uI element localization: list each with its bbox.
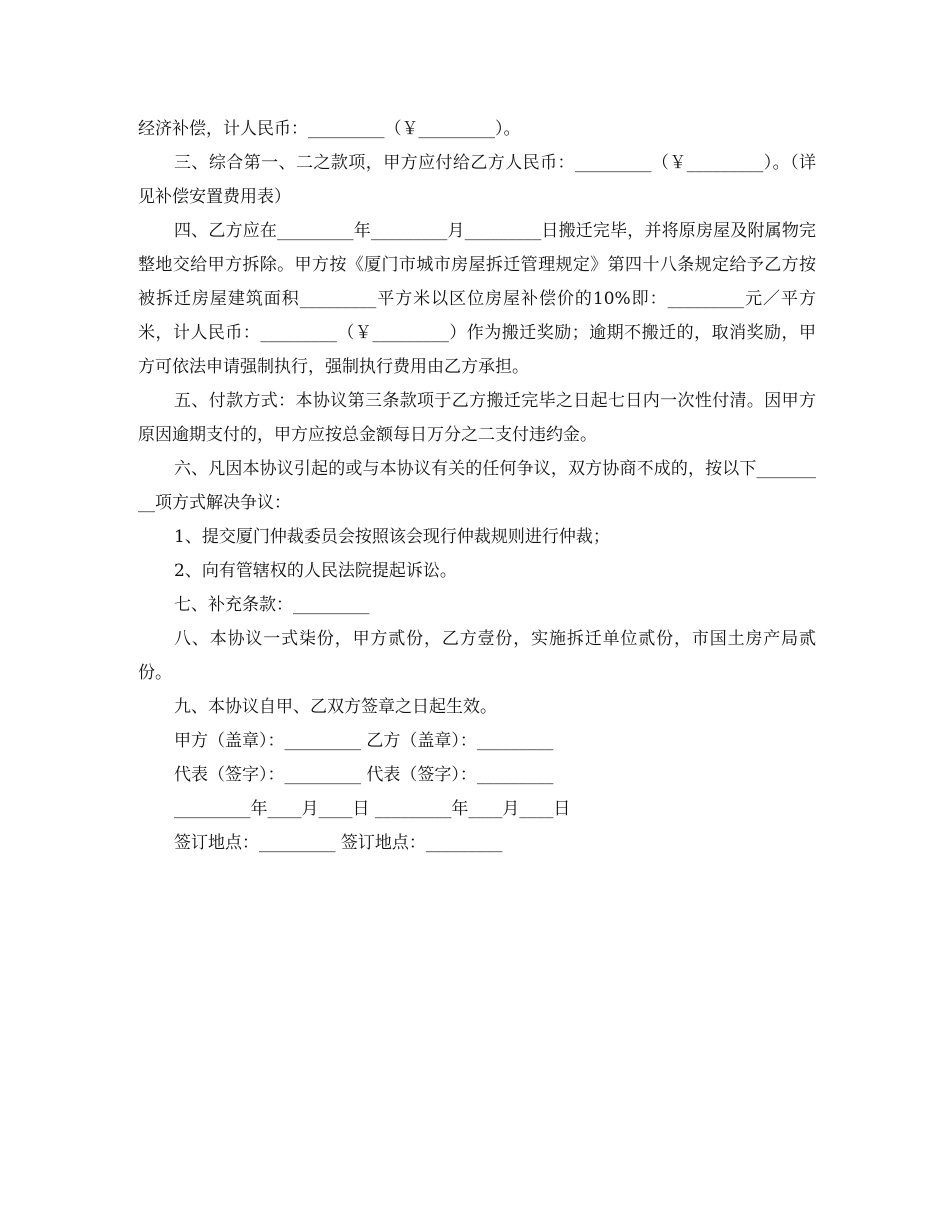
paragraph-option-2: 2、向有管辖权的人民法院提起诉讼。: [174, 561, 457, 581]
paragraph-clause-6: 六、凡因本协议引起的或与本协议有关的任何争议，双方协商不成的，按以下_________项方式解决争议：: [138, 459, 816, 513]
paragraph-clause-5: 五、付款方式：本协议第三条款项于乙方搬迁完毕之日起七日内一次性付清。因甲方原因逾期支付的，甲方应按总金额每日万分之二支付违约金。: [138, 391, 816, 445]
signature-date-line: _________年____月____日 _________年____月____日: [174, 799, 571, 819]
signature-place-line: 签订地点：_________ 签订地点：_________: [174, 833, 503, 853]
paragraph-clause-4: 四、乙方应在_________年_________月_________日搬迁完毕，并将原房屋及附属物完整地交给甲方拆除。甲方按《厦门市城市房屋拆迁管理规定》第四十八条规定给予乙方按被拆迁房屋建筑面积_________平方米以区位房屋补偿价的10%即：_________元／平方米，计人民币：_________（￥_________）作为搬迁奖励；逾期不搬迁的，取消奖励，甲方可依法申请强制执行，强制执行费用由乙方承担。: [138, 221, 816, 377]
paragraph-clause-3: 三、综合第一、二之款项，甲方应付给乙方人民币：_________（￥_________）。（详见补偿安置费用表）: [138, 153, 816, 207]
paragraph-option-1: 1、提交厦门仲裁委员会按照该会现行仲裁规则进行仲裁；: [174, 527, 610, 547]
paragraph-clause-7: 七、补充条款：_________: [174, 595, 370, 615]
paragraph-clause-9: 九、本协议自甲、乙双方签章之日起生效。: [174, 697, 497, 717]
signature-seal-line: 甲方（盖章）：_________ 乙方（盖章）：_________: [174, 731, 554, 751]
paragraph-compensation-amount: 经济补偿，计人民币：_________（￥_________）。: [138, 119, 521, 139]
paragraph-clause-8: 八、本协议一式柒份，甲方贰份，乙方壹份，实施拆迁单位贰份，市国土房产局贰份。: [138, 629, 816, 683]
signature-representative-line: 代表（签字）：_________ 代表（签字）：_________: [174, 765, 554, 785]
